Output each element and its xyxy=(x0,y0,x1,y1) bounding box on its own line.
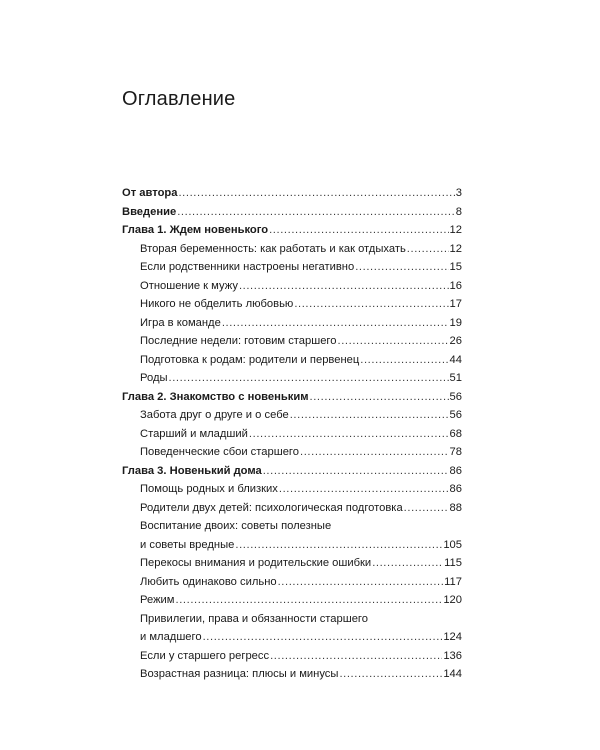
toc-entry-page: 86 xyxy=(449,483,462,495)
toc-entry-section[interactable] xyxy=(122,647,462,666)
toc-entry-page: 115 xyxy=(444,557,462,569)
toc-entry-label: Родители двух детей: психологическая подготовка xyxy=(140,501,403,514)
toc-entry-label: Режим xyxy=(140,594,175,606)
leader-dots xyxy=(372,554,443,573)
leader-dots xyxy=(169,369,449,388)
toc-entry-page: 16 xyxy=(449,279,462,292)
toc-entry-label: От автора xyxy=(122,187,178,199)
toc-entry-label: Отношение к мужу xyxy=(140,279,238,292)
toc-entry-label-line1: Привилегии, права и обязанности старшего xyxy=(140,612,368,625)
toc-entry-page: 120 xyxy=(443,594,462,606)
leader-dots xyxy=(270,647,442,666)
toc-entry-page: 19 xyxy=(449,316,462,329)
toc-entry-section[interactable] xyxy=(122,314,462,333)
toc-entry-label: Если у старшего регресс xyxy=(140,649,270,662)
toc-entry-label: Глава 2. Знакомство с новеньким xyxy=(122,390,309,403)
toc-entry-label: Забота друг о друге и о себе xyxy=(140,409,289,421)
toc-entry-page: 15 xyxy=(449,261,462,273)
toc-entry-last-line xyxy=(140,628,462,647)
leader-dots xyxy=(177,203,455,222)
toc-entry-section[interactable] xyxy=(122,258,462,277)
toc-entry-label: Поведенческие сбои старшего xyxy=(140,446,299,458)
toc-entry-section[interactable] xyxy=(122,351,462,370)
leader-dots xyxy=(404,499,449,518)
leader-dots xyxy=(360,351,448,370)
toc-entry-label: Если родственники настроены негативно xyxy=(140,261,355,273)
toc-entry-page: 144 xyxy=(443,668,462,680)
toc-entry-label: Вторая беременность: как работать и как отдыхать xyxy=(140,242,406,255)
toc-entry-page: 86 xyxy=(449,464,462,477)
leader-dots xyxy=(300,443,449,462)
toc-entry-label: Подготовка к родам: родители и первенец xyxy=(140,353,360,366)
toc-entry-label: Возрастная разница: плюсы и минусы xyxy=(140,668,339,680)
toc-entry-page: 136 xyxy=(443,649,462,662)
toc-entry-label: Любить одинаково сильно xyxy=(140,575,277,588)
leader-dots xyxy=(355,258,448,277)
toc-entry-page: 56 xyxy=(449,409,462,421)
toc-entry-section[interactable] xyxy=(122,425,462,444)
leader-dots xyxy=(176,591,443,610)
toc-entry-page: 68 xyxy=(449,427,462,440)
toc-entry-page: 124 xyxy=(443,631,462,643)
toc-entry-section-multiline[interactable] xyxy=(122,610,462,647)
toc-entry-chapter-1[interactable] xyxy=(122,221,462,240)
toc-entry-page: 3 xyxy=(455,187,462,199)
toc-entry-section[interactable] xyxy=(122,480,462,499)
leader-dots xyxy=(339,665,442,684)
toc-entry-label: Помощь родных и близких xyxy=(140,483,278,495)
leader-dots xyxy=(178,184,454,203)
leader-dots xyxy=(310,388,449,407)
toc-entry-section-multiline[interactable] xyxy=(122,517,462,554)
toc-entry-label-line2: и советы вредные xyxy=(140,538,235,551)
leader-dots xyxy=(263,462,449,481)
toc-entry-page: 44 xyxy=(449,353,462,366)
toc-entry-label: Перекосы внимания и родительские ошибки xyxy=(140,557,372,569)
toc-entry-label: Глава 3. Новенький дома xyxy=(122,464,262,477)
toc-entry-from-author[interactable] xyxy=(122,184,462,203)
leader-dots xyxy=(235,536,442,555)
leader-dots xyxy=(203,628,443,647)
leader-dots xyxy=(278,573,444,592)
toc-entry-section[interactable] xyxy=(122,406,462,425)
page-title: Оглавление xyxy=(122,88,236,110)
table-of-contents xyxy=(122,184,462,684)
toc-entry-section[interactable] xyxy=(122,369,462,388)
leader-dots xyxy=(222,314,449,333)
toc-entry-last-line xyxy=(140,536,462,555)
toc-entry-section[interactable] xyxy=(122,277,462,296)
leader-dots xyxy=(337,332,448,351)
toc-entry-page: 78 xyxy=(449,446,462,458)
toc-entry-section[interactable] xyxy=(122,554,462,573)
toc-entry-chapter-2[interactable] xyxy=(122,388,462,407)
leader-dots xyxy=(290,406,449,425)
toc-entry-page: 105 xyxy=(443,538,462,551)
toc-entry-label: Последние недели: готовим старшего xyxy=(140,335,337,347)
toc-entry-section[interactable] xyxy=(122,573,462,592)
toc-entry-section[interactable] xyxy=(122,499,462,518)
toc-entry-page: 12 xyxy=(449,242,462,255)
leader-dots xyxy=(407,240,449,259)
leader-dots xyxy=(239,277,449,296)
toc-entry-label: Старший и младший xyxy=(140,427,248,440)
toc-entry-label: Игра в команде xyxy=(140,316,221,329)
toc-entry-page: 56 xyxy=(449,390,462,403)
leader-dots xyxy=(279,480,449,499)
toc-entry-label: Никого не обделить любовью xyxy=(140,298,294,310)
toc-entry-label-line2: и младшего xyxy=(140,631,202,643)
toc-entry-page: 88 xyxy=(449,501,462,514)
toc-entry-chapter-3[interactable] xyxy=(122,462,462,481)
toc-entry-section[interactable] xyxy=(122,240,462,259)
toc-entry-label: Роды xyxy=(140,372,168,384)
toc-entry-page: 17 xyxy=(449,298,462,310)
leader-dots xyxy=(249,425,449,444)
toc-entry-label-line1: Воспитание двоих: советы полезные xyxy=(140,520,332,532)
toc-entry-section[interactable] xyxy=(122,591,462,610)
toc-entry-section[interactable] xyxy=(122,295,462,314)
leader-dots xyxy=(269,221,448,240)
toc-entry-section[interactable] xyxy=(122,665,462,684)
toc-entry-page: 8 xyxy=(455,205,462,218)
toc-entry-label: Глава 1. Ждем новенького xyxy=(122,224,269,236)
toc-entry-label: Введение xyxy=(122,205,177,218)
toc-entry-section[interactable] xyxy=(122,443,462,462)
toc-entry-page: 12 xyxy=(449,224,462,236)
toc-entry-introduction[interactable] xyxy=(122,203,462,222)
toc-entry-page: 117 xyxy=(444,575,462,588)
toc-entry-page: 26 xyxy=(449,335,462,347)
toc-entry-page: 51 xyxy=(449,372,462,384)
toc-entry-section[interactable] xyxy=(122,332,462,351)
leader-dots xyxy=(294,295,448,314)
